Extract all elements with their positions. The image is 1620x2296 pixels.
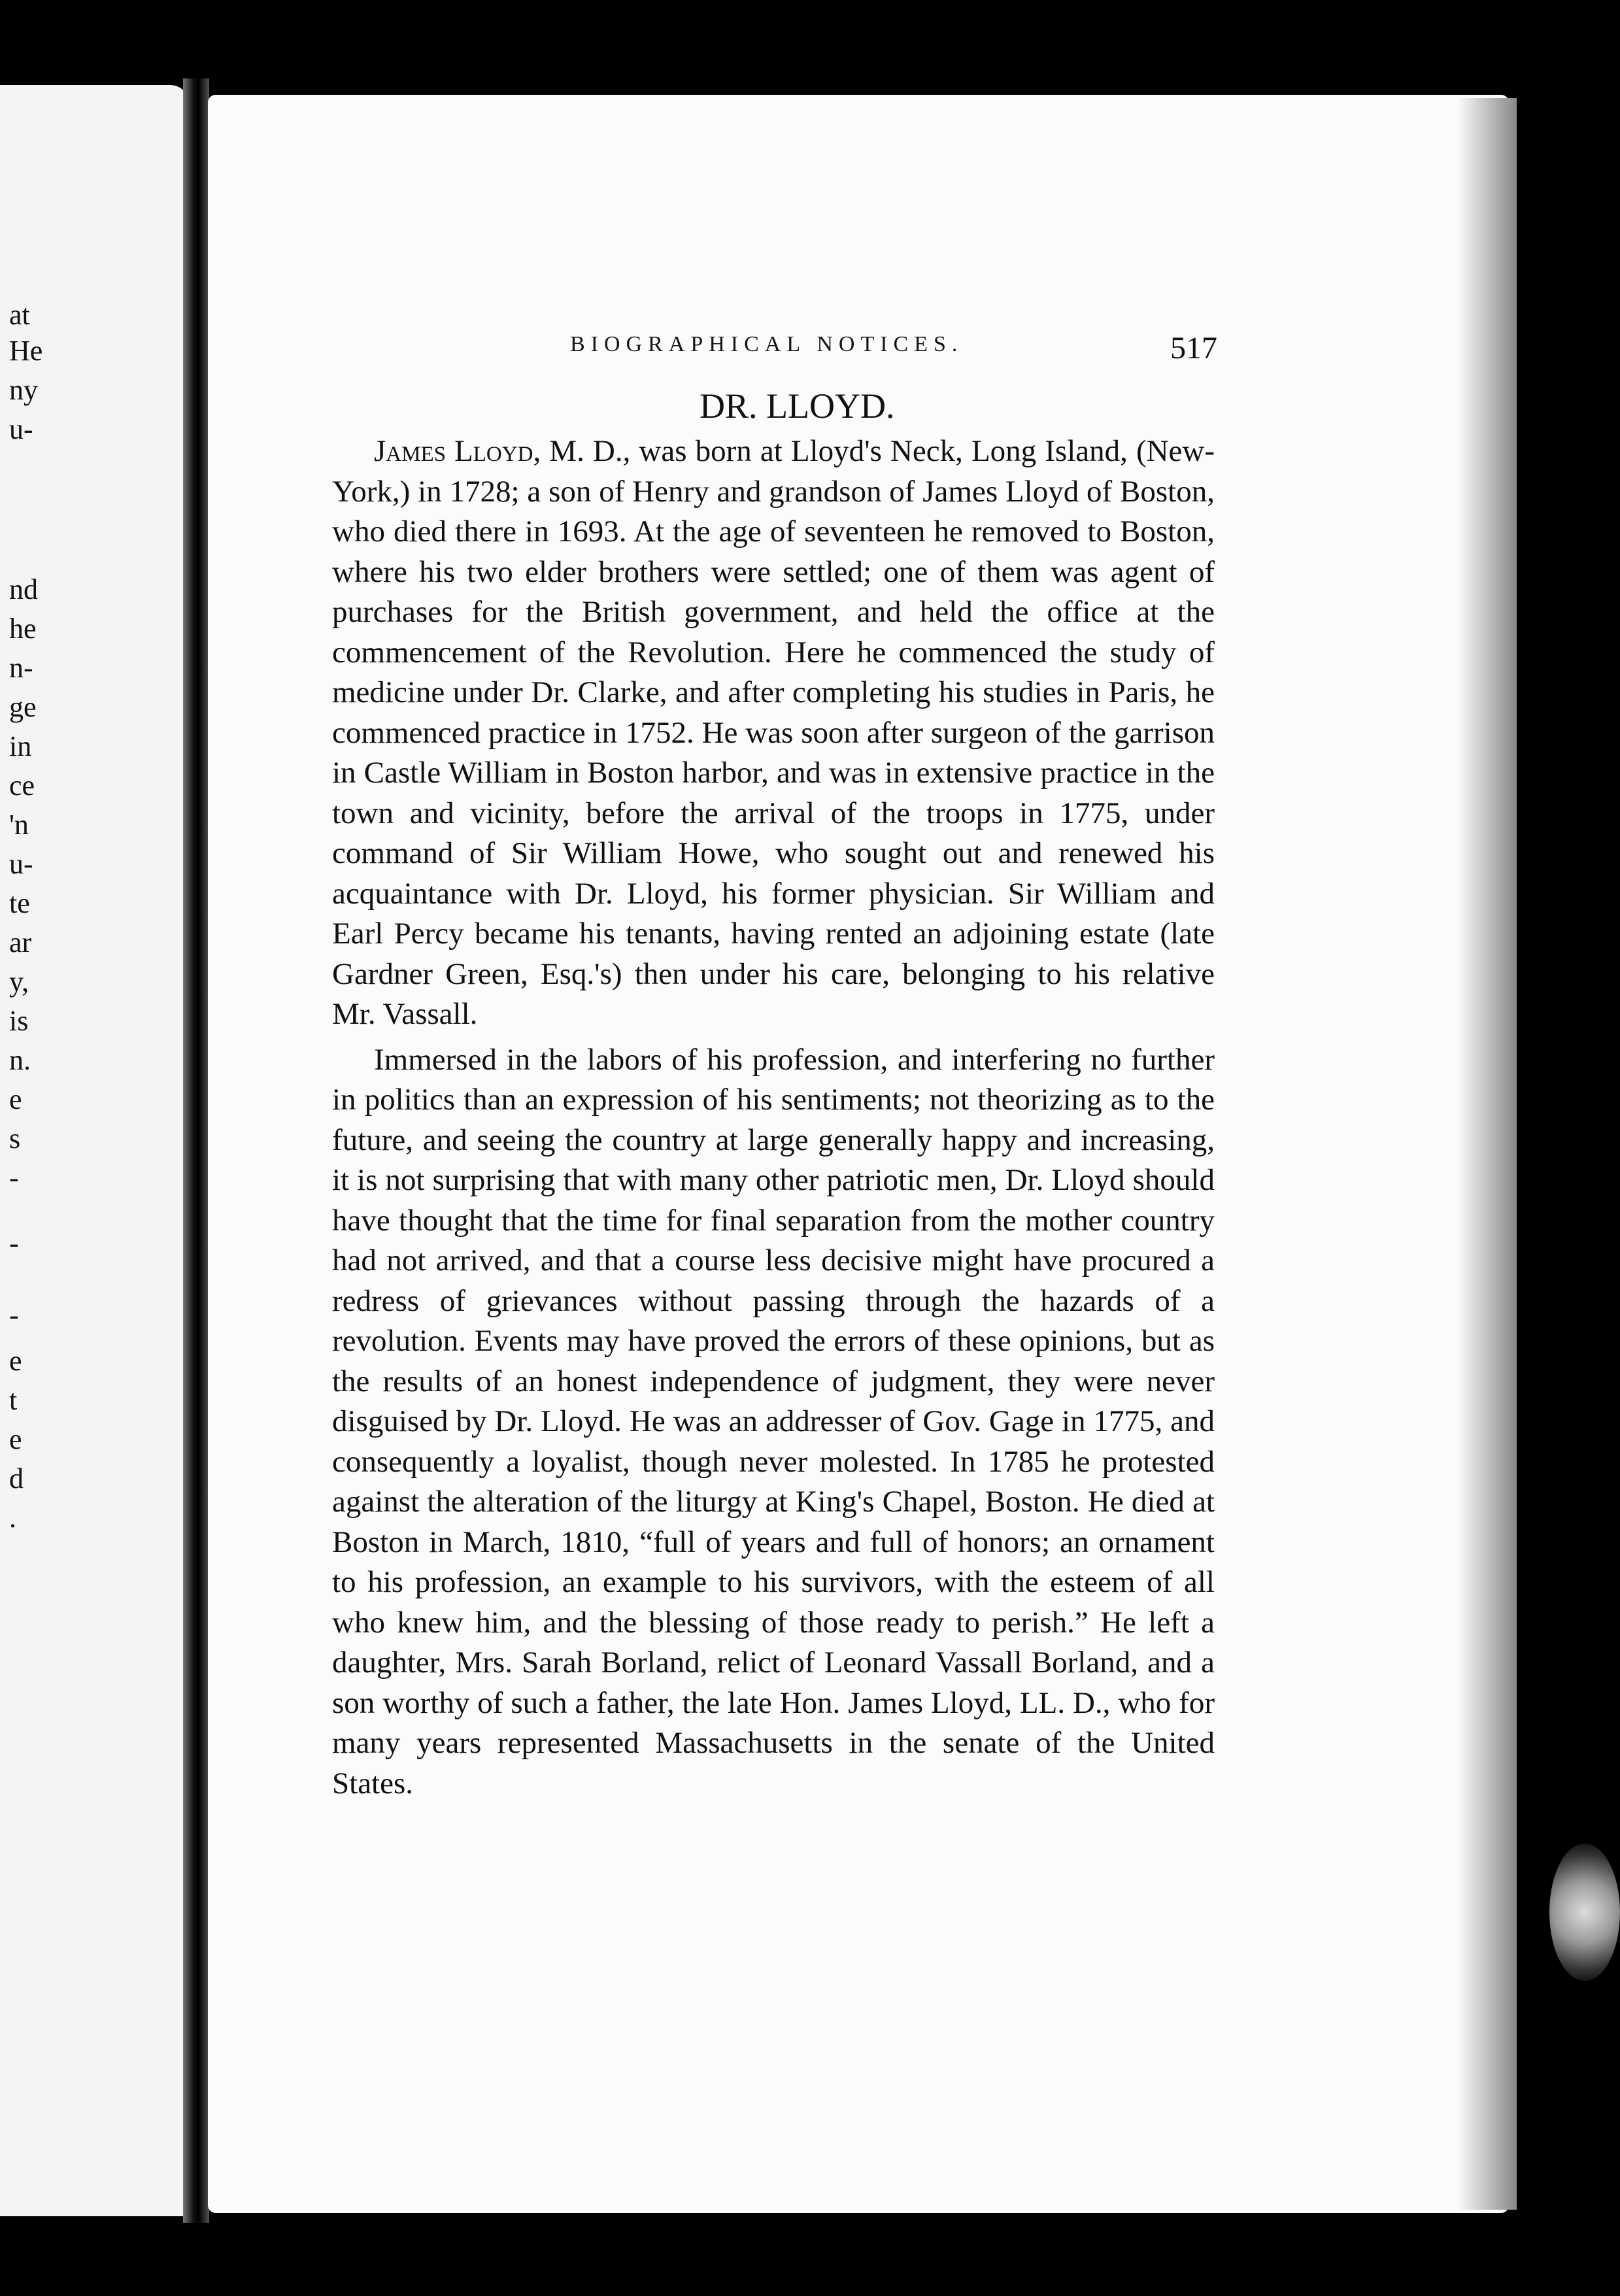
facing-page-fragment: n- xyxy=(9,652,33,684)
lead-name: James Lloyd xyxy=(374,434,533,468)
facing-page-fragment: He xyxy=(9,335,43,367)
facing-page-fragment: u- xyxy=(9,413,33,445)
facing-page-fragment: at xyxy=(9,299,30,331)
page-edge-shadow xyxy=(1458,98,1517,2210)
facing-page-fragment: . xyxy=(9,1502,16,1534)
facing-page-fragment: ce xyxy=(9,769,35,802)
article-title: DR. LLOYD. xyxy=(700,386,895,426)
facing-page-fragment: te xyxy=(9,887,30,919)
facing-page-fragment: ge xyxy=(9,691,37,723)
facing-page-fragment: ny xyxy=(9,374,38,406)
facing-page-fragment: - xyxy=(9,1227,19,1259)
facing-page-fragment: in xyxy=(9,730,32,762)
facing-page-fragment: ar xyxy=(9,926,32,958)
facing-page-fragment: e xyxy=(9,1423,22,1455)
facing-page-fragment: t xyxy=(9,1384,18,1416)
facing-page xyxy=(0,85,190,2216)
facing-page-fragment: nd xyxy=(9,573,38,605)
paragraph-1-text: , M. D., was born at Lloyd's Neck, Long Island, (New-York,) in 1728; a son of Henry and grandson of James Lloyd of Boston, who died there in 1693. At the age of seventeen he removed to Boston, where his two elder brothers were settled; one of them was agent of purchases for the British government, and held the office at the commencement of the Revolution. Here he commenced the study of medicine under Dr. Clarke, and after completing his studies in Paris, he commenced practice in 1752. He was soon after surgeon of the garrison in Castle William in Boston harbor, and was in extensive practice in the town and vicinity, before the arrival of the troops in 1775, under command of Sir William Howe, who sought out and renewed his acquaintance with Dr. Lloyd, his former physician. Sir William and Earl Percy became his tenants, having rented an adjoining estate (late Gardner Green, Esq.'s) then under his care, belonging to his relative Mr. Vassall. xyxy=(332,434,1215,1031)
facing-page-fragment: s xyxy=(9,1123,21,1155)
paper-stain xyxy=(1549,1844,1620,1981)
paragraph-2: Immersed in the labors of his profession, and interfering no further in politics than an expression of his sentiments; not theorizing as to the future, and seeing the country at large generally happy and increasing, it is not surprising that with many other patriotic men, Dr. Lloyd should have thought that the time for final separation from the mother country had not arrived, and that a course less decisive might have procured a redress of grievances without passing through the hazards of a revolution. Events may have proved the errors of these opinions, but as the results of an honest independence of judgment, they were never disguised by Dr. Lloyd. He was an addresser of Gov. Gage in 1775, and consequently a loyalist, though never molested. In 1785 he protested against the alteration of the liturgy at King's Chapel, Boston. He died at Boston in March, 1810, “full of years and full of honors; an ornament to his profession, an example to his survivors, with the esteem of all who knew him, and the blessing of those ready to perish.” He left a daughter, Mrs. Sarah Borland, relict of Leonard Vassall Borland, and a son worthy of such a father, the late Hon. James Lloyd, LL. D., who for many years represented Massachusetts in the senate of the United States. xyxy=(332,1042,1215,1800)
facing-page-fragment: u- xyxy=(9,848,33,880)
facing-page-fragment: e xyxy=(9,1345,22,1377)
facing-page-fragment: he xyxy=(9,613,37,645)
facing-page-fragment: y, xyxy=(9,966,29,998)
page-number: 517 xyxy=(1170,331,1217,365)
facing-page-fragment: 'n xyxy=(9,809,29,841)
facing-page-fragment: d xyxy=(9,1462,24,1494)
paragraph-1 xyxy=(332,431,1215,1035)
book-gutter xyxy=(183,78,209,2223)
facing-page-fragment: n. xyxy=(9,1044,31,1076)
article-body xyxy=(332,431,1215,1804)
facing-page-fragment: - xyxy=(9,1299,19,1331)
running-head: BIOGRAPHICAL NOTICES. xyxy=(570,332,964,356)
facing-page-fragment: - xyxy=(9,1162,19,1194)
facing-page-text-fragments xyxy=(0,85,190,2216)
facing-page-fragment: is xyxy=(9,1005,29,1037)
facing-page-fragment: e xyxy=(9,1083,22,1115)
